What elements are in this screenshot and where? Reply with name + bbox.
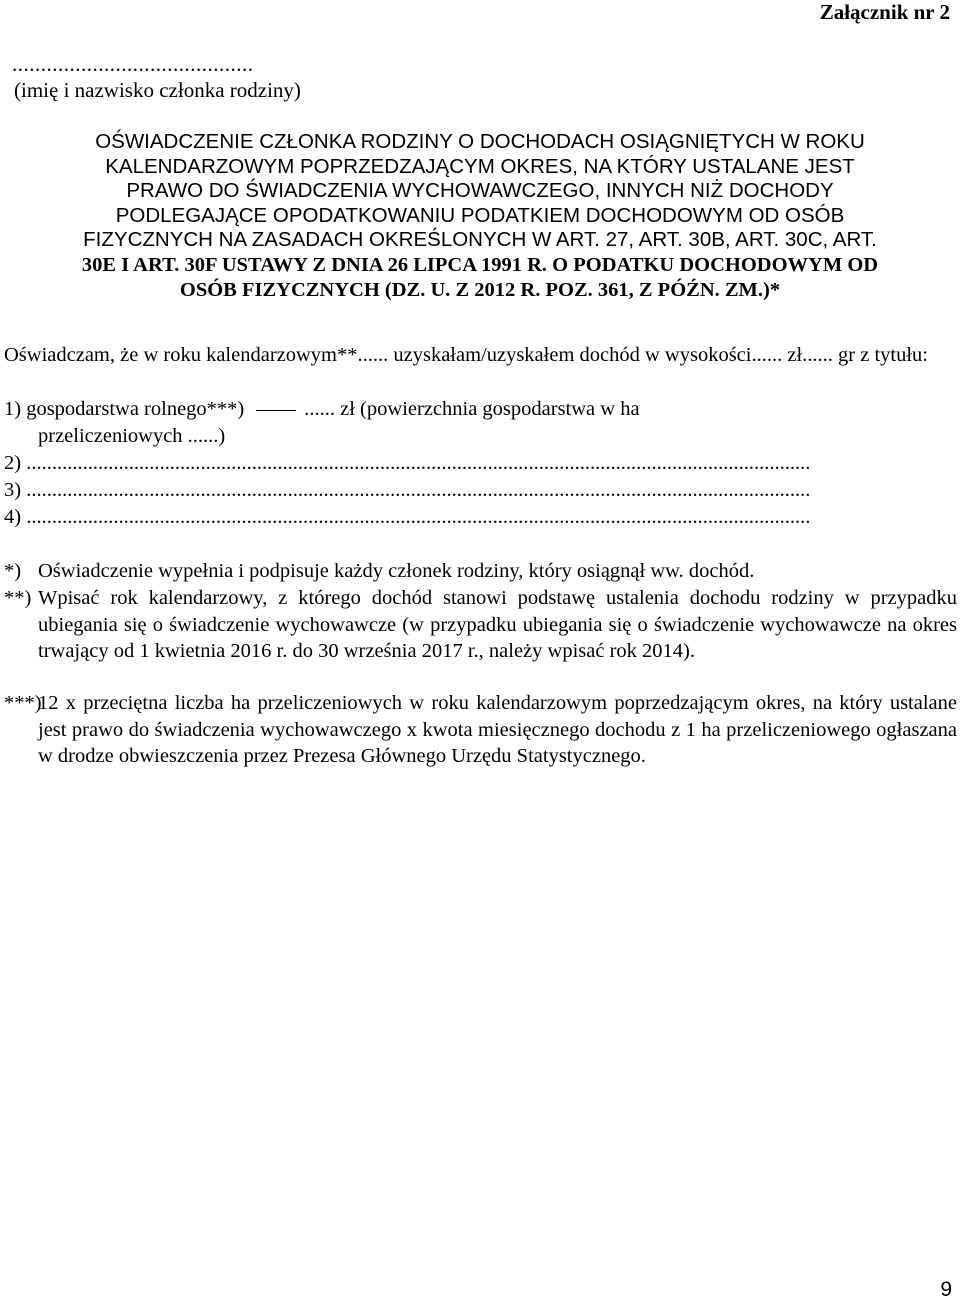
dash-line (256, 410, 296, 411)
footnote-1-text: Oświadczenie wypełnia i podpisuje każdy członek rodziny, który osiągnął ww. dochód. (38, 560, 755, 582)
title-line-6: 30E I ART. 30F USTAWY Z DNIA 26 LIPCA 1991 R. O PODATKU DOCHODOWYM OD (81, 253, 879, 276)
title-line-4: PODLEGAJĄCE OPODATKOWANIU PODATKIEM DOCHODOWYM OD OSÓB (115, 203, 845, 227)
income-item-1-continuation: przeliczeniowych ......) (38, 425, 226, 447)
income-item-4: 4) ......................................................................................................................................................... (4, 506, 811, 528)
income-item-1 (4, 396, 957, 423)
footnote-3-text: 12 x przeciętna liczba ha przeliczeniowych w roku kalendarzowym poprzedzającym okres, na który ustalane jest prawo do świadczenia wychowawczego x kwota miesięcznego dochodu z 1 ha przeliczeniowego ogłaszana w drodze obwieszczenia przez Prezesa Głównego Urzędu Statystycznego. (38, 692, 957, 767)
page-number: 9 (940, 1278, 952, 1301)
name-field-dots: .......................................... (12, 52, 254, 76)
name-field-caption: (imię i nazwisko członka rodziny) (14, 78, 301, 102)
footnote-2 (4, 585, 957, 665)
title-line-3: PRAWO DO ŚWIADCZENIA WYCHOWAWCZEGO, INNYCH NIŻ DOCHODY (126, 179, 834, 203)
footnote-1 (4, 558, 957, 585)
income-item-1-rest: ...... zł (powierzchnia gospodarstwa w ha (304, 398, 640, 420)
footnote-2-marker: **) (4, 587, 32, 609)
document-title (28, 130, 932, 302)
title-line-2: KALENDARZOWYM POPRZEDZAJĄCYM OKRES, NA KTÓRY USTALANE JEST (105, 154, 855, 178)
footnote-2-text: Wpisać rok kalendarzowy, z którego dochód stanowi podstawę ustalenia dochodu rodziny w przypadku ubiegania się o świadczenie wychowawcze (w przypadku ubiegania się o świadczenie wychowawcze na okres trwający od 1 kwietnia 2016 r. do 30 września 2017 r., należy wpisać rok 2014). (38, 587, 957, 662)
footnote-3-marker: ***) (4, 692, 42, 714)
income-item-2: 2) ......................................................................................................................................................... (4, 452, 811, 474)
annex-label: Załącznik nr 2 (819, 0, 950, 24)
title-line-7: OSÓB FIZYCZNYCH (DZ. U. Z 2012 R. POZ. 361, Z PÓŹN. ZM.)* (179, 278, 781, 301)
statement-intro: Oświadczam, że w roku kalendarzowym**...... uzyskałam/uzyskałem dochód w wysokości...... zł...... gr z tytułu: (4, 344, 928, 366)
title-line-1: OŚWIADCZENIE CZŁONKA RODZINY O DOCHODACH OSIĄGNIĘTYCH W ROKU (95, 130, 865, 153)
footnote-3 (4, 690, 957, 770)
footnote-1-marker: *) (4, 560, 22, 582)
title-line-5: FIZYCZNYCH NA ZASADACH OKREŚLONYCH W ART. 27, ART. 30B, ART. 30C, ART. (83, 228, 877, 252)
income-item-1-label: 1) gospodarstwa rolnego***) (4, 398, 245, 420)
income-item-3: 3) ......................................................................................................................................................... (4, 479, 811, 501)
